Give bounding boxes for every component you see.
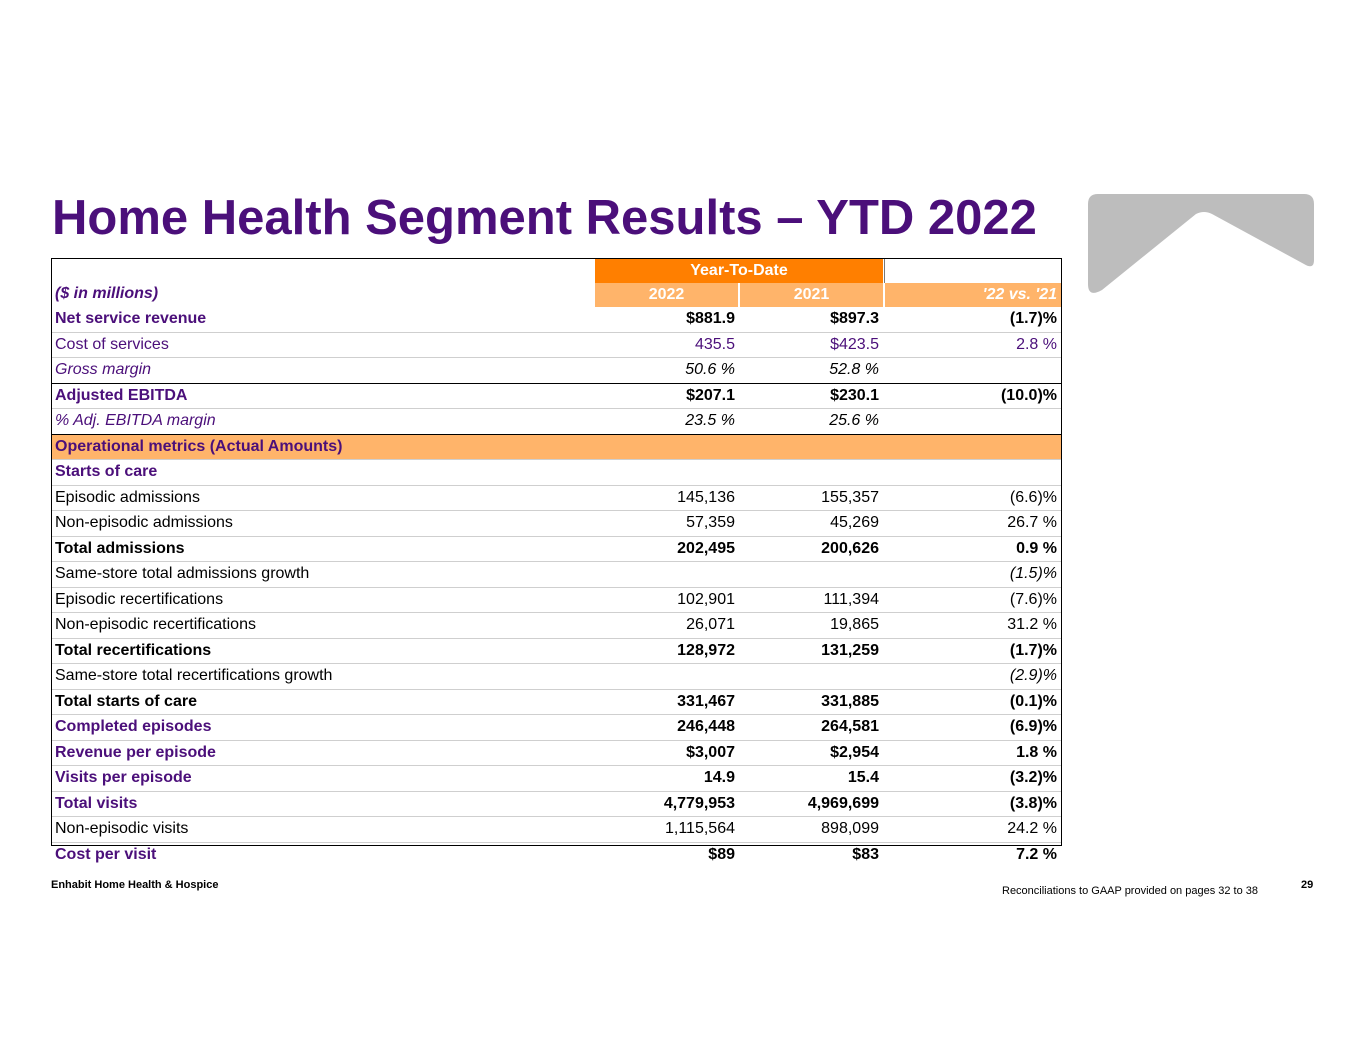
value-2022: $89: [708, 845, 735, 863]
change-value: (3.2)%: [883, 766, 1061, 792]
column-header-2021: 2021: [740, 283, 883, 307]
row-label: Starts of care: [52, 460, 595, 486]
page-number: 29: [1301, 879, 1314, 891]
gaap-note: Reconciliations to GAAP provided on pages 32 to 38: [1002, 885, 1259, 897]
value-2022: 14.9: [595, 766, 739, 792]
change-value: [883, 460, 1061, 486]
row-label: Cost per visit: [55, 845, 157, 863]
value-2022: 26,071: [595, 613, 739, 639]
value-2022: 128,972: [595, 638, 739, 664]
change-value: (3.8)%: [883, 791, 1061, 817]
table-row: [52, 740, 1061, 766]
row-label: Non-episodic admissions: [52, 511, 595, 537]
value-2022: [595, 562, 739, 588]
change-value: 7.2 %: [1016, 845, 1057, 863]
change-value: [883, 434, 1061, 460]
value-2021: 264,581: [739, 715, 883, 741]
year-to-date-header: Year-To-Date: [595, 259, 883, 283]
change-value: 31.2 %: [883, 613, 1061, 639]
table-row: [52, 817, 1061, 843]
value-2021: [739, 434, 883, 460]
value-2022: 145,136: [595, 485, 739, 511]
value-2022: 246,448: [595, 715, 739, 741]
row-label: Total starts of care: [52, 689, 595, 715]
row-label: % Adj. EBITDA margin: [52, 409, 595, 435]
table-row: [52, 485, 1061, 511]
value-2021: 25.6 %: [739, 409, 883, 435]
value-2022: 202,495: [595, 536, 739, 562]
row-label: Revenue per episode: [52, 740, 595, 766]
value-2022: 57,359: [595, 511, 739, 537]
header-divider: [884, 259, 885, 283]
table-row: [52, 511, 1061, 537]
value-2021: $423.5: [739, 332, 883, 358]
row-label: Adjusted EBITDA: [52, 383, 595, 409]
change-value: 2.8 %: [883, 332, 1061, 358]
value-2021: 19,865: [739, 613, 883, 639]
value-2022: $881.9: [595, 307, 739, 332]
row-label: Episodic recertifications: [52, 587, 595, 613]
row-label: Operational metrics (Actual Amounts): [52, 434, 595, 460]
value-2021: [739, 562, 883, 588]
table-row: [52, 842, 1061, 867]
change-value: 26.7 %: [883, 511, 1061, 537]
row-label: Cost of services: [52, 332, 595, 358]
value-2021: $230.1: [739, 383, 883, 409]
results-table-body: [52, 307, 1061, 867]
value-2021: 200,626: [739, 536, 883, 562]
table-row: [52, 434, 1061, 460]
value-2022: 1,115,564: [595, 817, 739, 843]
change-value: (1.5)%: [883, 562, 1061, 588]
change-value: (0.1)%: [883, 689, 1061, 715]
value-2021: 15.4: [739, 766, 883, 792]
value-2022: 4,779,953: [595, 791, 739, 817]
change-value: (6.6)%: [883, 485, 1061, 511]
table-header: [52, 259, 1061, 307]
value-2021: [739, 664, 883, 690]
value-2021: 45,269: [739, 511, 883, 537]
change-value: (2.9)%: [883, 664, 1061, 690]
table-row: [52, 562, 1061, 588]
value-2021: $897.3: [739, 307, 883, 332]
value-2021: 52.8 %: [739, 358, 883, 384]
value-2022: 23.5 %: [595, 409, 739, 435]
results-table: [51, 258, 1062, 863]
value-2022: [595, 460, 739, 486]
table-row: [52, 358, 1061, 384]
change-value: [883, 409, 1061, 435]
value-2022: [595, 434, 739, 460]
table-row: [52, 791, 1061, 817]
value-2021: 4,969,699: [739, 791, 883, 817]
value-2022: 50.6 %: [595, 358, 739, 384]
unit-label: ($ in millions): [55, 285, 159, 302]
row-label: Total admissions: [52, 536, 595, 562]
table-row: [52, 715, 1061, 741]
table-row: [52, 613, 1061, 639]
value-2022: 331,467: [595, 689, 739, 715]
table-row: [52, 536, 1061, 562]
change-value: (7.6)%: [883, 587, 1061, 613]
row-label: Same-store total recertifications growth: [52, 664, 595, 690]
row-label: Episodic admissions: [52, 485, 595, 511]
roof-chevron-logo-icon: [1088, 194, 1314, 296]
table-row: [52, 307, 1061, 332]
change-value: (10.0)%: [883, 383, 1061, 409]
company-name: Enhabit Home Health & Hospice: [51, 879, 219, 891]
value-2021: 131,259: [739, 638, 883, 664]
table-row: [52, 460, 1061, 486]
value-2021: 155,357: [739, 485, 883, 511]
page-title: Home Health Segment Results – YTD 2022: [52, 191, 1037, 245]
change-value: (1.7)%: [883, 638, 1061, 664]
table-row: [52, 766, 1061, 792]
value-2022: 435.5: [595, 332, 739, 358]
value-2022: $207.1: [595, 383, 739, 409]
table-row: [52, 409, 1061, 435]
table-row: [52, 332, 1061, 358]
row-label: Non-episodic visits: [52, 817, 595, 843]
change-value: (1.7)%: [883, 307, 1061, 332]
change-value: (6.9)%: [883, 715, 1061, 741]
column-header-change: '22 vs. '21: [885, 283, 1061, 307]
row-label: Net service revenue: [52, 307, 595, 332]
change-value: [883, 358, 1061, 384]
value-2021: $83: [852, 845, 879, 863]
column-header-2022: 2022: [595, 283, 739, 307]
value-2022: [595, 664, 739, 690]
change-value: 0.9 %: [883, 536, 1061, 562]
row-label: Non-episodic recertifications: [52, 613, 595, 639]
table-row: [52, 689, 1061, 715]
change-value: 1.8 %: [883, 740, 1061, 766]
table-row: [52, 638, 1061, 664]
value-2022: 102,901: [595, 587, 739, 613]
row-label: Total recertifications: [52, 638, 595, 664]
value-2021: 331,885: [739, 689, 883, 715]
value-2021: 111,394: [739, 587, 883, 613]
value-2021: 898,099: [739, 817, 883, 843]
table-row: [52, 587, 1061, 613]
value-2022: $3,007: [595, 740, 739, 766]
row-label: Same-store total admissions growth: [52, 562, 595, 588]
change-value: 24.2 %: [883, 817, 1061, 843]
table-row: [52, 383, 1061, 409]
row-label: Completed episodes: [52, 715, 595, 741]
value-2021: $2,954: [739, 740, 883, 766]
value-2021: [739, 460, 883, 486]
table-row: [52, 664, 1061, 690]
row-label: Total visits: [52, 791, 595, 817]
row-label: Visits per episode: [52, 766, 595, 792]
row-label: Gross margin: [52, 358, 595, 384]
